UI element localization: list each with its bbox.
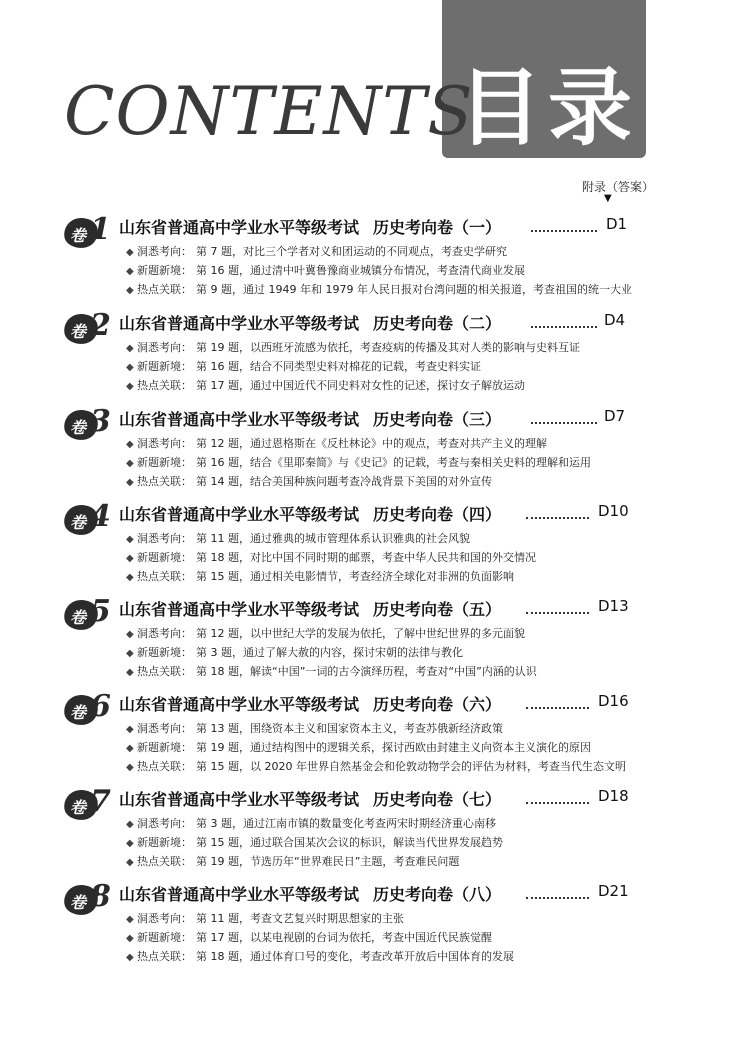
section-item (126, 759, 626, 776)
item-label: 新题新境： (137, 931, 192, 944)
paper-name: 历史考向卷（二） (373, 314, 502, 333)
toc-section[interactable] (64, 212, 704, 296)
section-item (126, 645, 463, 662)
item-text: 第 18 题，对比中国不同时期的邮票，考查中华人民共和国的外交情况 (196, 551, 536, 564)
volume-badge-char: 卷 (70, 513, 87, 532)
item-label: 热点关联： (137, 570, 192, 583)
paper-name: 历史考向卷（四） (373, 505, 502, 524)
page-number[interactable]: D13 (598, 597, 629, 615)
section-item (126, 263, 525, 280)
bullet-icon: ◆ (126, 458, 134, 469)
item-label: 热点关联： (137, 950, 192, 963)
item-label: 洞悉考向： (137, 627, 192, 640)
paper-name: 历史考向卷（六） (373, 695, 502, 714)
leader-dots (531, 326, 597, 328)
toc-section[interactable] (64, 404, 704, 488)
toc-section[interactable] (64, 879, 704, 963)
volume-badge-char: 卷 (70, 703, 87, 722)
section-item (126, 569, 514, 586)
bullet-icon: ◆ (126, 629, 134, 640)
volume-badge-char: 卷 (70, 322, 87, 341)
section-item (126, 340, 580, 357)
bullet-icon: ◆ (126, 724, 134, 735)
bullet-icon: ◆ (126, 247, 134, 258)
item-label: 热点关联： (137, 475, 192, 488)
exam-name: 山东省普通高中学业水平等级考试 (119, 885, 360, 904)
item-label: 新题新境： (137, 836, 192, 849)
item-text: 第 12 题，以中世纪大学的发展为依托，了解中世纪世界的多元面貌 (196, 627, 525, 640)
item-text: 第 11 题，考查文艺复兴时期思想家的主张 (196, 912, 404, 925)
item-label: 洞悉考向： (137, 817, 192, 830)
volume-badge-icon (64, 310, 114, 350)
bullet-icon: ◆ (126, 648, 134, 659)
section-title[interactable] (119, 693, 501, 717)
volume-badge-icon (64, 501, 114, 541)
section-title[interactable] (119, 408, 501, 432)
bullet-icon: ◆ (126, 838, 134, 849)
item-label: 新题新境： (137, 264, 192, 277)
exam-name: 山东省普通高中学业水平等级考试 (119, 505, 360, 524)
toc-section[interactable] (64, 308, 704, 392)
item-text: 第 14 题，结合美国种族问题考查冷战背景下美国的对外宣传 (196, 475, 492, 488)
section-item (126, 911, 404, 928)
volume-badge-char: 卷 (70, 893, 87, 912)
section-title[interactable] (119, 216, 501, 240)
section-item (126, 664, 537, 681)
item-text: 第 19 题，以西班牙流感为依托，考查疫病的传播及其对人类的影响与史料互证 (196, 341, 580, 354)
volume-badge-icon (64, 214, 114, 254)
section-item (126, 949, 514, 966)
item-text: 第 13 题，围绕资本主义和国家资本主义，考查苏俄新经济政策 (196, 722, 503, 735)
section-item (126, 244, 507, 261)
item-text: 第 15 题，通过相关电影情节，考查经济全球化对非洲的负面影响 (196, 570, 514, 583)
volume-number: 7 (90, 784, 111, 819)
item-text: 第 19 题，节选历年“世界难民日”主题，考查难民问题 (196, 855, 460, 868)
exam-name: 山东省普通高中学业水平等级考试 (119, 600, 360, 619)
item-text: 第 15 题，通过联合国某次会议的标识，解读当代世界发展趋势 (196, 836, 503, 849)
item-label: 洞悉考向： (137, 245, 192, 258)
volume-badge-icon (64, 596, 114, 636)
paper-name: 历史考向卷（七） (373, 790, 502, 809)
bullet-icon: ◆ (126, 572, 134, 583)
bullet-icon: ◆ (126, 952, 134, 963)
section-item (126, 740, 591, 757)
leader-dots (531, 422, 597, 424)
volume-badge-char: 卷 (70, 418, 87, 437)
section-title[interactable] (119, 883, 501, 907)
bullet-icon: ◆ (126, 362, 134, 373)
item-label: 新题新境： (137, 646, 192, 659)
section-item (126, 359, 481, 376)
paper-name: 历史考向卷（三） (373, 410, 502, 429)
section-item (126, 378, 525, 395)
volume-badge-char: 卷 (70, 608, 87, 627)
volume-badge-icon (64, 406, 114, 446)
item-text: 第 3 题，通过江南市镇的数量变化考查两宋时期经济重心南移 (196, 817, 496, 830)
volume-number: 5 (90, 594, 111, 629)
page-number[interactable]: D18 (598, 787, 629, 805)
volume-number: 1 (90, 212, 111, 247)
bullet-icon: ◆ (126, 743, 134, 754)
volume-number: 4 (90, 499, 111, 534)
exam-name: 山东省普通高中学业水平等级考试 (119, 314, 360, 333)
item-text: 第 7 题，对比三个学者对义和团运动的不同观点，考查史学研究 (196, 245, 507, 258)
section-item (126, 436, 547, 453)
volume-number: 6 (90, 689, 111, 724)
arrow-down-icon: ▼ (604, 193, 612, 204)
bullet-icon: ◆ (126, 381, 134, 392)
toc-section[interactable] (64, 594, 704, 678)
item-label: 新题新境： (137, 551, 192, 564)
volume-number: 8 (90, 879, 111, 914)
item-label: 洞悉考向： (137, 722, 192, 735)
volume-badge-icon (64, 691, 114, 731)
item-text: 第 18 题，解读“中国”一词的古今演绎历程，考查对“中国”内涵的认识 (196, 665, 537, 678)
bullet-icon: ◆ (126, 534, 134, 545)
section-item (126, 835, 503, 852)
toc-section[interactable] (64, 784, 704, 868)
bullet-icon: ◆ (126, 762, 134, 773)
exam-name: 山东省普通高中学业水平等级考试 (119, 695, 360, 714)
item-text: 第 11 题，通过雅典的城市管理体系认识雅典的社会风貌 (196, 532, 470, 545)
leader-dots (526, 707, 589, 709)
section-item (126, 854, 459, 871)
bullet-icon: ◆ (126, 343, 134, 354)
volume-badge-char: 卷 (70, 798, 87, 817)
item-text: 第 16 题，结合不同类型史料对棉花的记载，考查史料实证 (196, 360, 481, 373)
bullet-icon: ◆ (126, 667, 134, 678)
section-item (126, 721, 503, 738)
page-number[interactable]: D21 (598, 882, 629, 900)
bullet-icon: ◆ (126, 819, 134, 830)
section-title[interactable] (119, 503, 501, 527)
bullet-icon: ◆ (126, 933, 134, 944)
bullet-icon: ◆ (126, 857, 134, 868)
bullet-icon: ◆ (126, 477, 134, 488)
item-text: 第 3 题，通过了解大赦的内容，探讨宋朝的法律与教化 (196, 646, 463, 659)
toc-section[interactable] (64, 689, 704, 773)
bullet-icon: ◆ (126, 914, 134, 925)
item-label: 新题新境： (137, 360, 192, 373)
item-text: 第 18 题，通过体育口号的变化，考查改革开放后中国体育的发展 (196, 950, 514, 963)
section-item (126, 282, 632, 299)
exam-name: 山东省普通高中学业水平等级考试 (119, 790, 360, 809)
page-title: 目录 (458, 59, 639, 157)
leader-dots (531, 230, 597, 232)
paper-name: 历史考向卷（一） (373, 218, 502, 237)
leader-dots (526, 517, 589, 519)
section-item (126, 531, 470, 548)
section-item (126, 474, 492, 491)
volume-number: 2 (90, 308, 111, 343)
page-number[interactable]: D4 (604, 311, 626, 329)
paper-name: 历史考向卷（八） (373, 885, 502, 904)
item-label: 热点关联： (137, 283, 192, 296)
leader-dots (526, 897, 589, 899)
item-label: 洞悉考向： (137, 912, 192, 925)
bullet-icon: ◆ (126, 266, 134, 277)
paper-name: 历史考向卷（五） (373, 600, 502, 619)
exam-name: 山东省普通高中学业水平等级考试 (119, 410, 360, 429)
item-label: 新题新境： (137, 456, 192, 469)
section-title[interactable] (119, 312, 501, 336)
item-label: 热点关联： (137, 665, 192, 678)
page-number[interactable]: D7 (604, 407, 626, 425)
page-number[interactable]: D1 (606, 215, 628, 233)
page-number[interactable]: D10 (598, 502, 629, 520)
volume-number: 3 (90, 404, 111, 439)
bullet-icon: ◆ (126, 285, 134, 296)
item-label: 洞悉考向： (137, 341, 192, 354)
item-label: 洞悉考向： (137, 532, 192, 545)
volume-badge-icon (64, 881, 114, 921)
bullet-icon: ◆ (126, 553, 134, 564)
item-label: 新题新境： (137, 741, 192, 754)
item-text: 第 17 题，通过中国近代不同史料对女性的记述，探讨女子解放运动 (196, 379, 525, 392)
bullet-icon: ◆ (126, 439, 134, 450)
section-title[interactable] (119, 788, 501, 812)
section-title[interactable] (119, 598, 501, 622)
volume-badge-char: 卷 (70, 226, 87, 245)
toc-section[interactable] (64, 499, 704, 583)
item-label: 热点关联： (137, 379, 192, 392)
section-item (126, 455, 591, 472)
section-item (126, 626, 525, 643)
section-item (126, 816, 496, 833)
leader-dots (526, 612, 589, 614)
appendix-label: 附录（答案） (582, 180, 655, 194)
exam-name: 山东省普通高中学业水平等级考试 (119, 218, 360, 237)
item-text: 第 16 题，通过清中叶冀鲁豫商业城镇分布情况，考查清代商业发展 (196, 264, 525, 277)
section-item (126, 930, 492, 947)
volume-badge-icon (64, 786, 114, 826)
item-label: 热点关联： (137, 760, 192, 773)
page-number[interactable]: D16 (598, 692, 629, 710)
item-text: 第 12 题，通过恩格斯在《反杜林论》中的观点，考查对共产主义的理解 (196, 437, 547, 450)
item-text: 第 19 题，通过结构图中的逻辑关系，探讨西欧由封建主义向资本主义演化的原因 (196, 741, 591, 754)
contents-heading: CONTENTS (64, 73, 474, 150)
leader-dots (526, 802, 589, 804)
item-text: 第 9 题，通过 1949 年和 1979 年人民日报对台湾问题的相关报道，考查祖国的统一大业 (196, 283, 632, 296)
item-text: 第 15 题，以 2020 年世界自然基金会和伦敦动物学会的评估为材料，考查当代生态文明 (196, 760, 626, 773)
item-text: 第 16 题，结合《里耶秦简》与《史记》的记载，考查与秦相关史料的理解和运用 (196, 456, 591, 469)
item-label: 热点关联： (137, 855, 192, 868)
item-text: 第 17 题，以某电视剧的台词为依托，考查中国近代民族觉醒 (196, 931, 492, 944)
item-label: 洞悉考向： (137, 437, 192, 450)
section-item (126, 550, 536, 567)
